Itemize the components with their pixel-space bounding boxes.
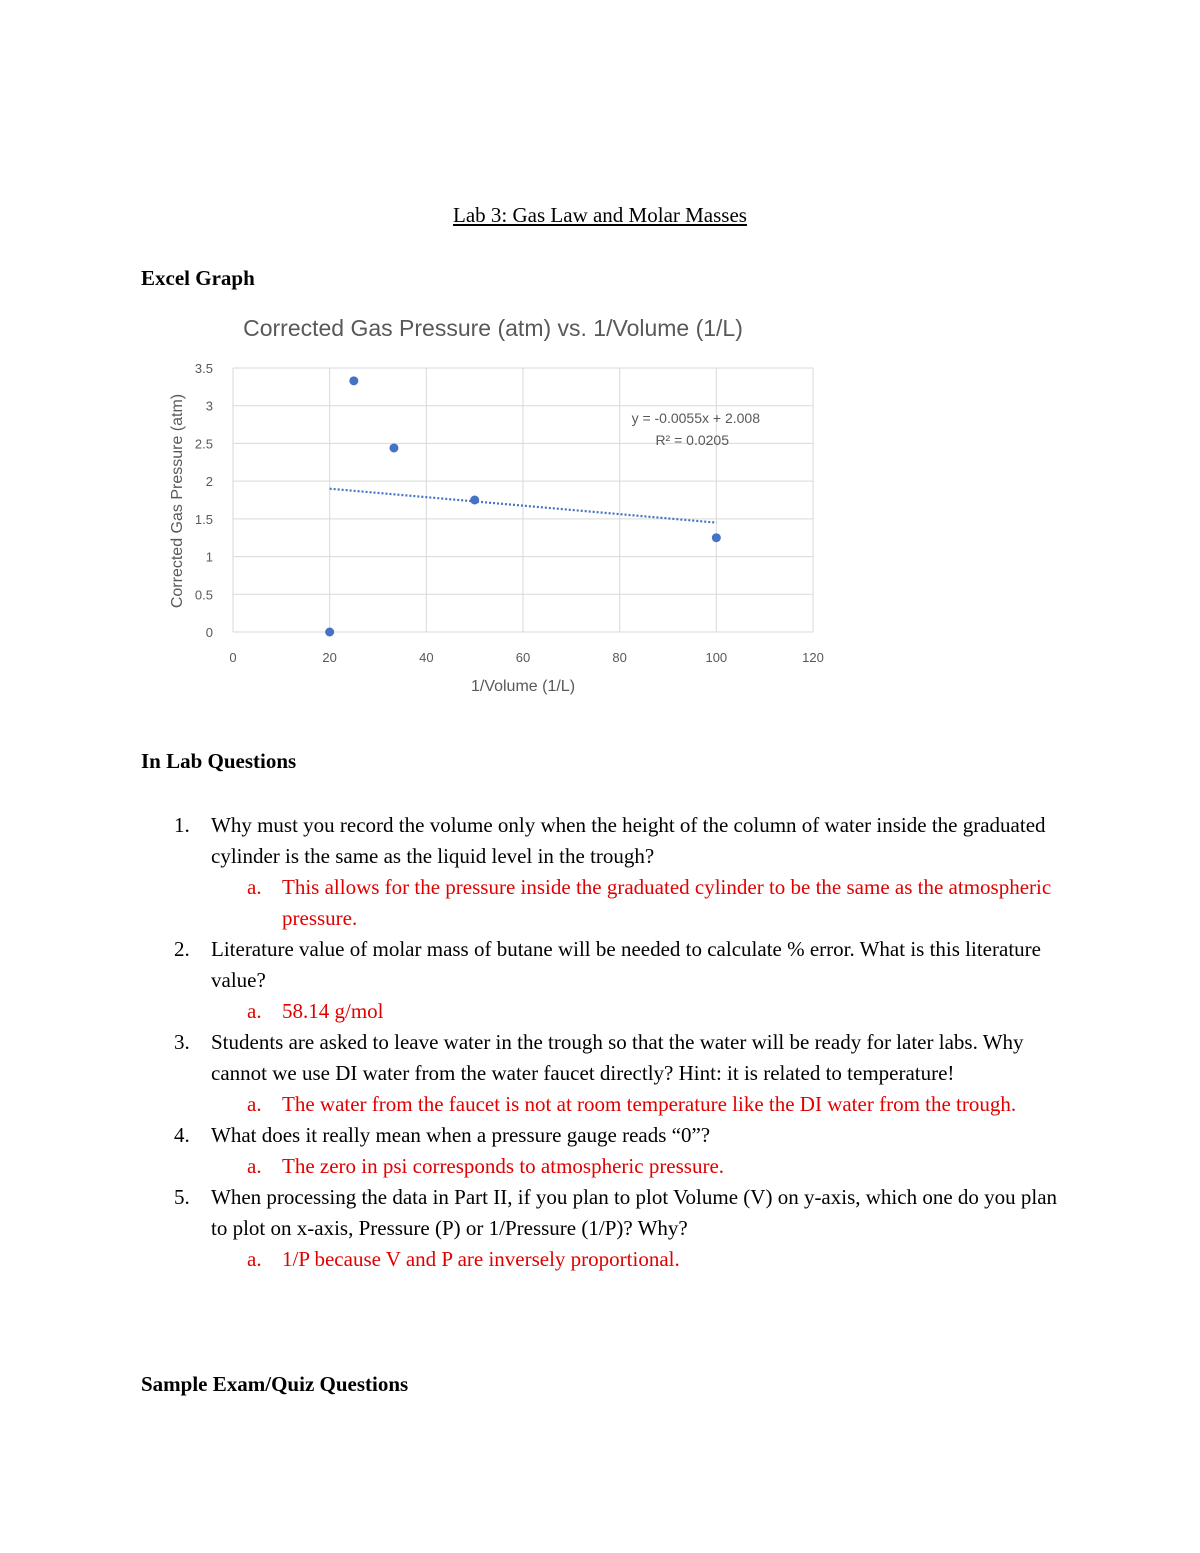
chart-svg <box>160 305 840 715</box>
answer-letter: a. <box>247 1247 262 1271</box>
x-tick-label: 20 <box>322 650 337 665</box>
answer-5 <box>0 1244 1052 1275</box>
y-tick-label: 3 <box>205 398 213 414</box>
data-point <box>349 376 358 385</box>
x-tick-label: 40 <box>419 650 434 665</box>
x-tick-label: 60 <box>515 650 531 665</box>
question-number: 1. <box>174 813 190 837</box>
y-tick-label: 1.5 <box>194 511 213 527</box>
answer-text: The zero in psi corresponds to atmospheric pressure. <box>282 1154 725 1178</box>
question-text: When processing the data in Part II, if you plan to plot Volume (V) on y-axis, which one do you plan to plot on x-axis, Pressure (P) or 1/Pressure (1/P)? Why? <box>211 1185 1058 1240</box>
data-point <box>325 628 334 637</box>
data-point <box>712 533 721 542</box>
question-number: 4. <box>174 1123 190 1147</box>
answer-letter: a. <box>247 1154 262 1178</box>
answer-text: This allows for the pressure inside the graduated cylinder to be the same as the atmospheric pressure. <box>282 875 1052 930</box>
x-tick-label: 0 <box>229 650 237 665</box>
answer-text: 58.14 g/mol <box>282 999 384 1023</box>
scatter-chart <box>160 305 840 715</box>
x-tick-label: 80 <box>612 650 627 665</box>
chart-grid <box>233 368 813 632</box>
question-text: Why must you record the volume only when the height of the column of water inside the graduated cylinder is the same as the liquid level in the trough? <box>211 813 1046 868</box>
trendline-equation: y = -0.0055x + 2.008 <box>631 410 760 426</box>
question-1 <box>0 810 1061 872</box>
question-3 <box>0 1027 1061 1089</box>
in-lab-questions-heading: In Lab Questions <box>141 749 297 773</box>
answer-letter: a. <box>247 999 262 1023</box>
question-number: 3. <box>174 1030 190 1054</box>
question-2 <box>0 934 1061 996</box>
y-axis-label: Corrected Gas Pressure (atm) <box>169 393 186 609</box>
question-text: What does it really mean when a pressure gauge reads “0”? <box>211 1123 711 1147</box>
answer-letter: a. <box>247 875 262 899</box>
y-tick-label: 2.5 <box>194 436 213 452</box>
question-4 <box>0 1120 1061 1151</box>
answer-3 <box>0 1089 1052 1120</box>
question-number: 2. <box>174 937 190 961</box>
data-point <box>470 496 479 505</box>
question-list <box>0 810 1200 1275</box>
answer-text: The water from the faucet is not at room temperature like the DI water from the trough. <box>282 1092 1017 1116</box>
x-tick-label: 120 <box>802 650 824 665</box>
question-5 <box>0 1182 1061 1244</box>
answer-1 <box>0 872 1052 934</box>
question-text: Literature value of molar mass of butane will be needed to calculate % error. What is this literature value? <box>211 937 1041 992</box>
y-tick-label: 1 <box>205 549 213 565</box>
chart-ticks <box>195 361 824 665</box>
sample-questions-heading: Sample Exam/Quiz Questions <box>141 1372 409 1396</box>
page-title: Lab 3: Gas Law and Molar Masses <box>453 203 747 227</box>
question-text: Students are asked to leave water in the trough so that the water will be ready for later labs. Why cannot we use DI water from the water faucet directly? Hint: it is related to temperature! <box>211 1030 1024 1085</box>
y-tick-label: 3.5 <box>194 361 213 376</box>
trendline-r-squared: R² = 0.0205 <box>655 432 729 448</box>
excel-graph-heading: Excel Graph <box>141 266 255 290</box>
answer-letter: a. <box>247 1092 262 1116</box>
answer-4 <box>0 1151 1052 1182</box>
data-point <box>389 443 398 452</box>
x-tick-label: 100 <box>705 650 728 665</box>
answer-2 <box>0 996 1052 1027</box>
y-tick-label: 2 <box>205 474 213 490</box>
y-tick-label: 0 <box>205 625 213 640</box>
y-tick-label: 0.5 <box>194 587 213 603</box>
chart-title: Corrected Gas Pressure (atm) vs. 1/Volume (1/L) <box>243 315 743 341</box>
x-axis-label: 1/Volume (1/L) <box>470 678 576 695</box>
answer-text: 1/P because V and P are inversely proportional. <box>282 1247 680 1271</box>
question-number: 5. <box>174 1185 190 1209</box>
